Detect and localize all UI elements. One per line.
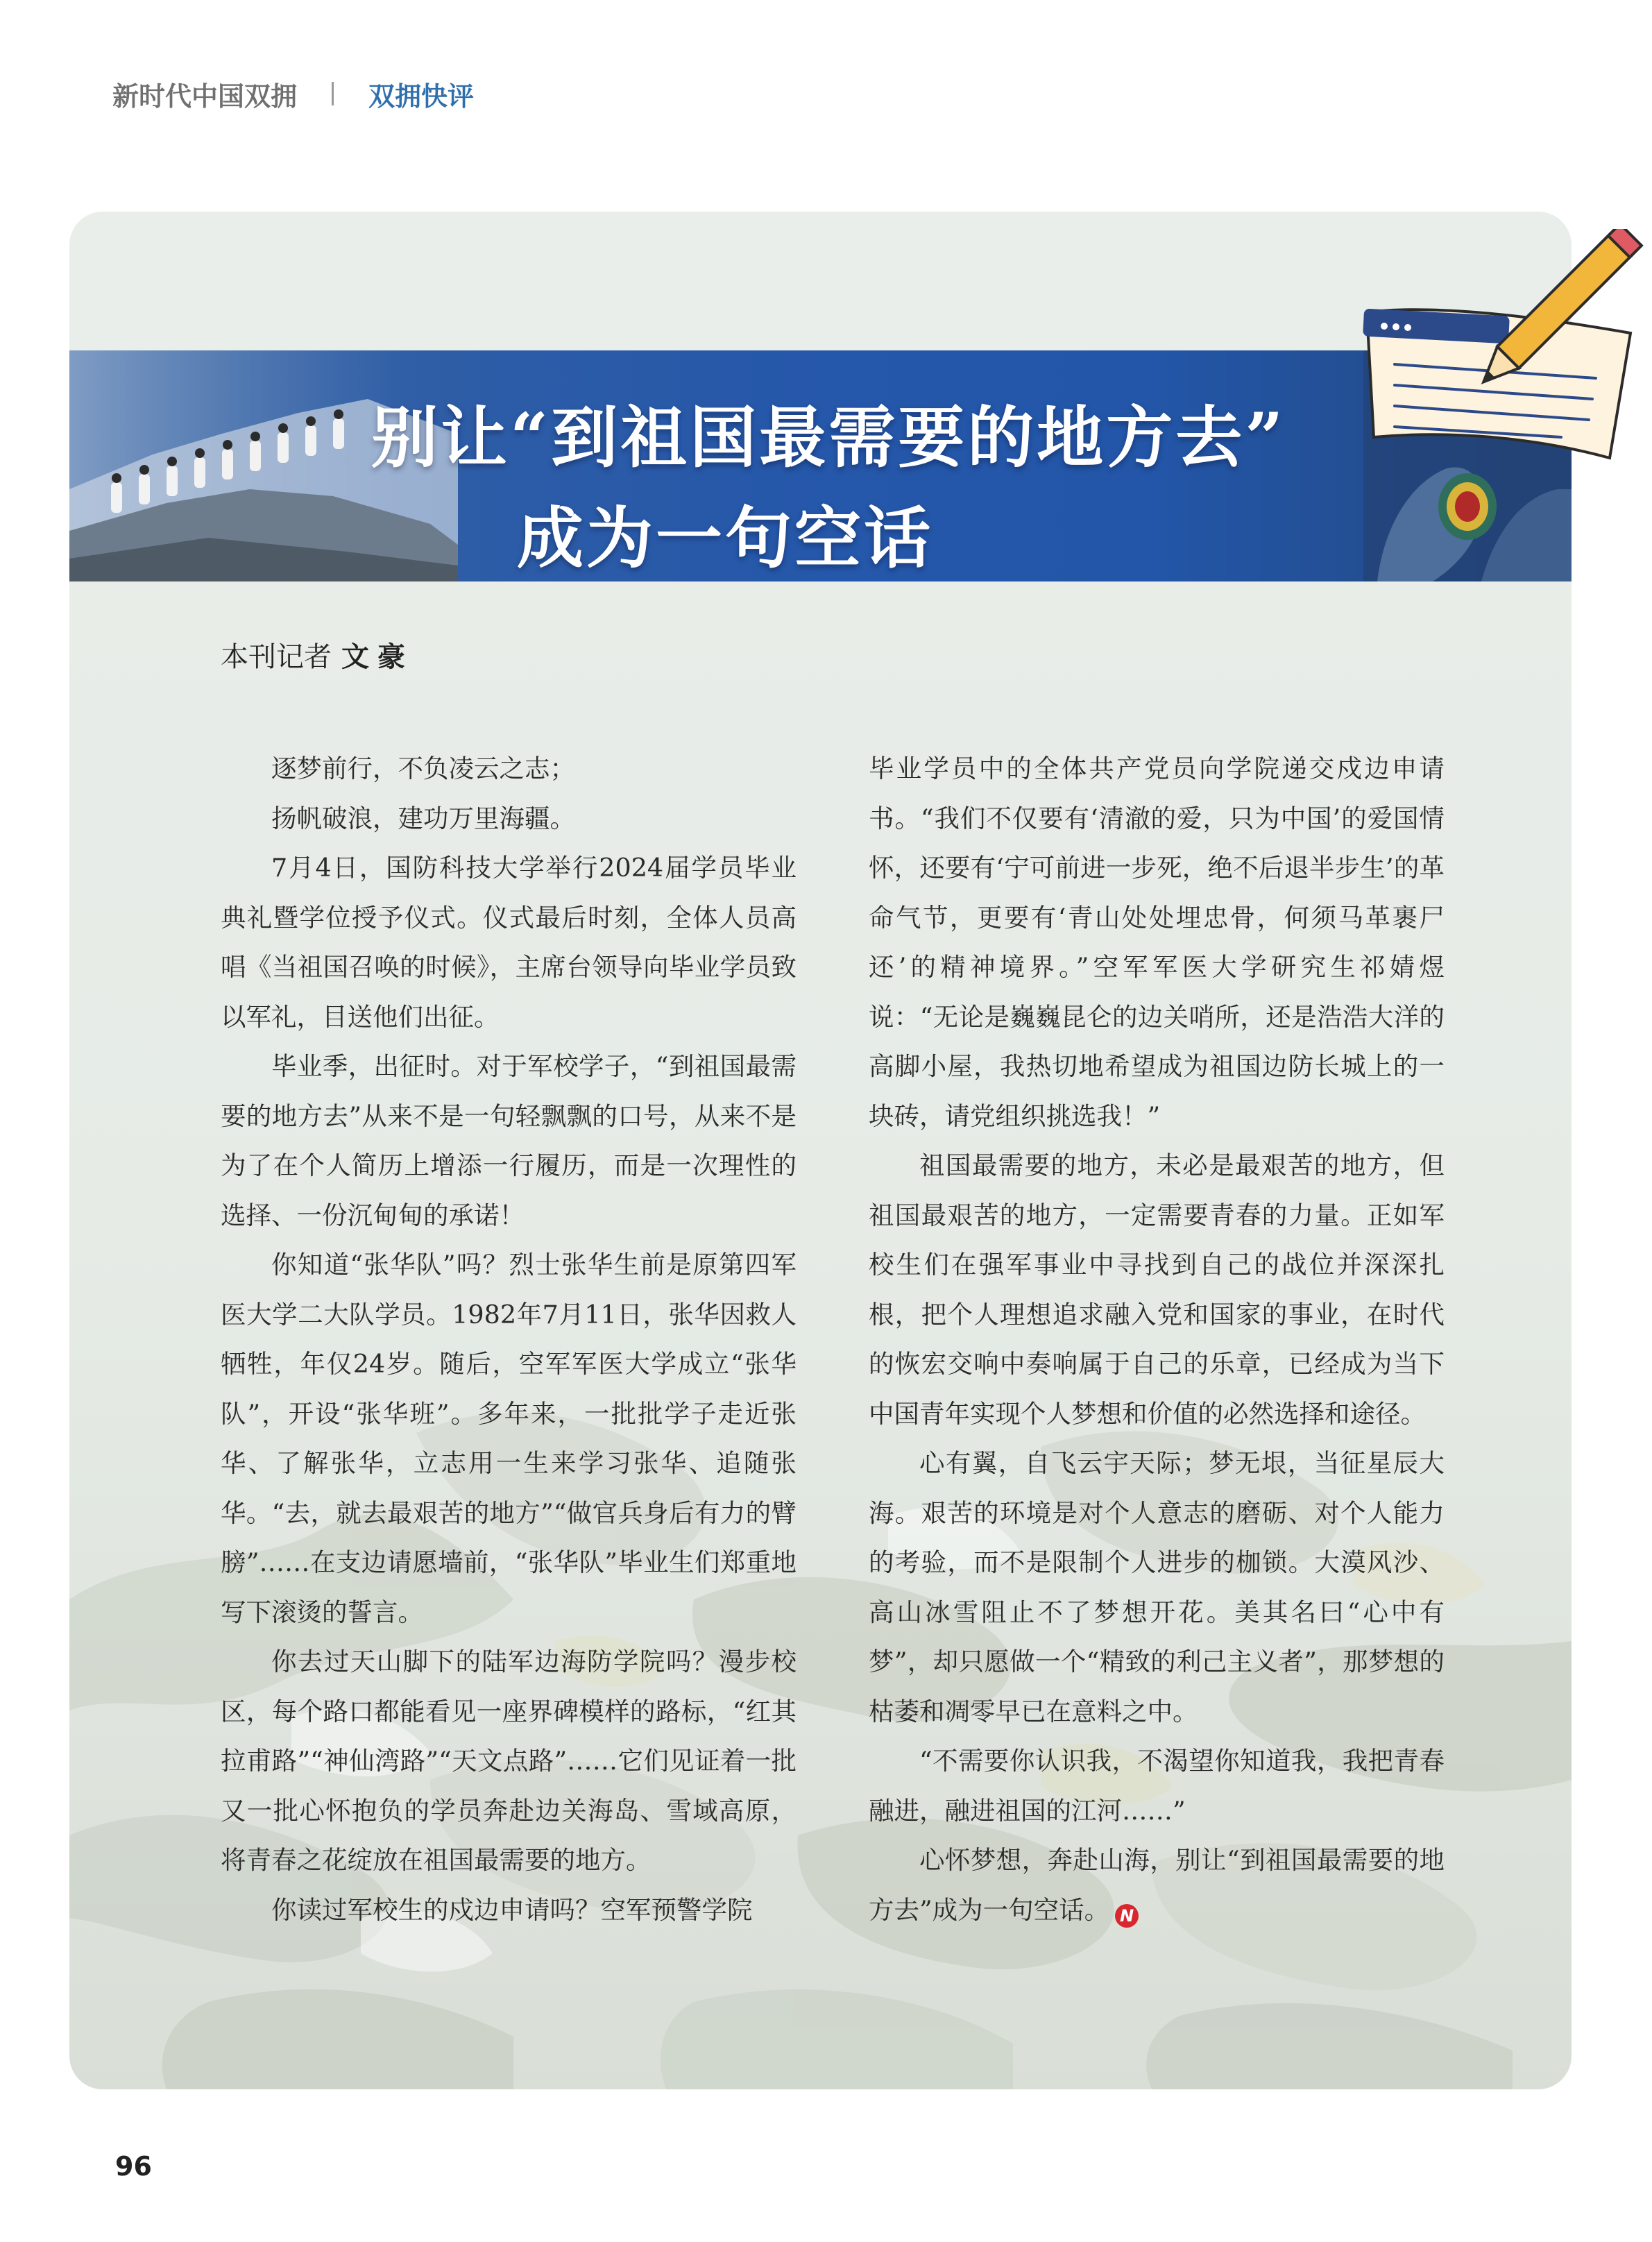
paper-pencil-icon [1353,229,1644,479]
paragraph: 逐梦前行，不负凌云之志； [271,754,575,783]
paragraph: 7月4日，国防科技大学举行2024届学员毕业典礼暨学位授予仪式。仪式最后时刻，全体人员高唱《当祖国召唤的时候》，主席台领导向毕业学员致以军礼，目送他们出征。 [221,853,797,1032]
paragraph: 心有翼，自飞云宇天际；梦无垠，当征星辰大海。艰苦的环境是对个人意志的磨砺、对个人能力的考验，而不是限制个人进步的枷锁。大漠风沙、高山冰雪阻止不了梦想开花。美其名曰“心中有梦”，却只愿做一个“精致的利己主义者”，那梦想的枯萎和凋零早已在意料之中。 [869,1448,1445,1726]
paragraph: 毕业季，出征时。对于军校学子，“到祖国最需要的地方去”从来不是一句轻飘飘的口号，从来不是为了在个人简历上增添一行履历，而是一次理性的选择、一份沉甸甸的承诺！ [221,1051,797,1230]
page-number: 96 [115,2151,152,2182]
header-divider [332,82,334,105]
paragraph: 你去过天山脚下的陆军边海防学院吗？漫步校区，每个路口都能看见一座界碑模样的路标，“红其拉甫路”“神仙湾路”“天文点路”……它们见证着一批又一批心怀抱负的学员奔赴边关海岛、雪域高原，将青春之花绽放在祖国最需要的地方。 [221,1647,797,1875]
paragraph: “不需要你认识我，不渴望你知道我，我把青春融进，融进祖国的江河……” [869,1746,1445,1826]
final-text: 心怀梦想，奔赴山海，别让“到祖国最需要的地方去”成为一句空话。 [869,1845,1445,1925]
author-name: 文豪 [341,641,414,673]
paragraph-continued: 毕业学员中的全体共产党员向学院递交戍边申请书。“我们不仅要有‘清澈的爱，只为中国’的爱国情怀，还要有‘宁可前进一步死，绝不后退半步生’的革命气节，更要有‘青山处处埋忠骨，何须马革裹尸还’的精神境界。”空军军医大学研究生祁婧煜说：“无论是巍巍昆仑的边关哨所，还是浩浩大洋的高脚小屋，我热切地希望成为祖国边防长城上的一块砖，请党组织挑选我！” [869,754,1445,1131]
column-name: 双拥快评 [368,80,475,112]
paragraph: 你知道“张华队”吗？烈士张华生前是原第四军医大学二大队学员。1982年7月11日，张华因救人牺牲，年仅24岁。随后，空军军医大学成立“张华队”，开设“张华班”。多年来，一批批学子走近张华、了解张华，立志用一生来学习张华、追随张华。“去，就去最艰苦的地方”“做官兵身后有力的臂膀”……在支边请愿墙前，“张华队”毕业生们郑重地写下滚烫的誓言。 [221,1250,797,1627]
end-mark-icon: N [1115,1904,1139,1928]
body-column-right [869,744,1445,1935]
paragraph: 扬帆破浪，建功万里海疆。 [271,803,575,833]
running-header [112,69,474,118]
byline-prefix: 本刊记者 [221,641,332,673]
article-title-line2: 成为一句空话 [517,499,933,577]
paragraph: 你读过军校生的戍边申请吗？空军预警学院 [271,1894,753,1925]
paragraph-final [869,1835,1445,1935]
body-column-left [221,744,797,1935]
byline [221,635,414,674]
section-name: 新时代中国双拥 [112,80,298,112]
paragraph: 祖国最需要的地方，未必是最艰苦的地方，但祖国最艰苦的地方，一定需要青春的力量。正如军校生们在强军事业中寻找到自己的战位并深深扎根，把个人理想追求融入党和国家的事业，在时代的恢宏交响中奏响属于自己的乐章，已经成为当下中国青年实现个人梦想和价值的必然选择和途径。 [869,1150,1445,1429]
article-title-line1: 别让“到祖国最需要的地方去” [371,398,1286,477]
